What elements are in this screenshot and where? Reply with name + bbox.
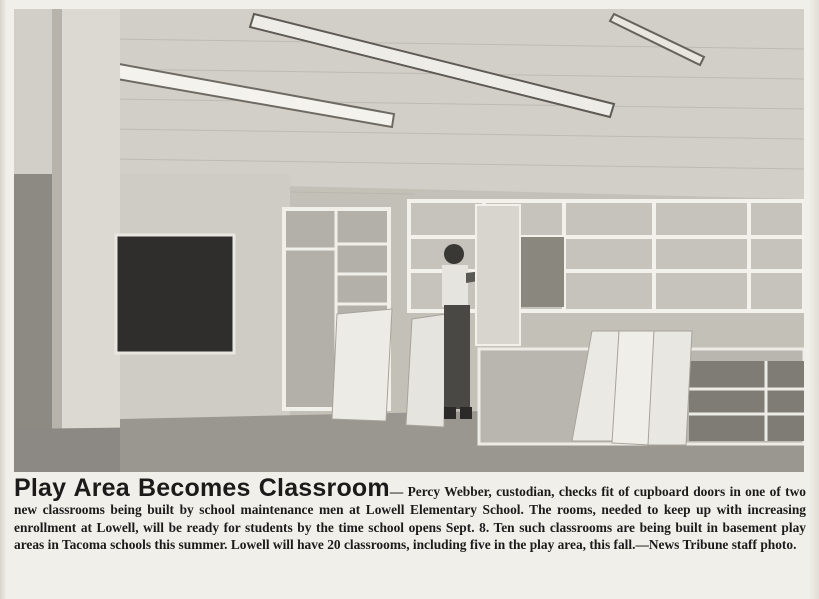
page-edge xyxy=(0,0,6,599)
caption-dash: — xyxy=(389,484,404,499)
classroom-photo xyxy=(14,9,804,472)
photo-caption xyxy=(14,476,806,554)
classroom-photo-drawing xyxy=(14,9,804,472)
page-fold xyxy=(809,0,819,599)
caption-headline: Play Area Becomes Classroom xyxy=(14,474,390,502)
caption-body: Percy Webber, custodian, checks fit of cupboard doors in one of two new classrooms being built by school maintenance men at Lowell Elementary School. The rooms, needed to keep up with increasing enrollment at Lowell, will be ready for students by the time school opens Sept. 8. Ten such classrooms are being built in basement play areas in Tacoma schools this summer. Lowell will have 20 classrooms, including five in the play area, this fall.—News Tribune staff photo. xyxy=(14,484,806,553)
